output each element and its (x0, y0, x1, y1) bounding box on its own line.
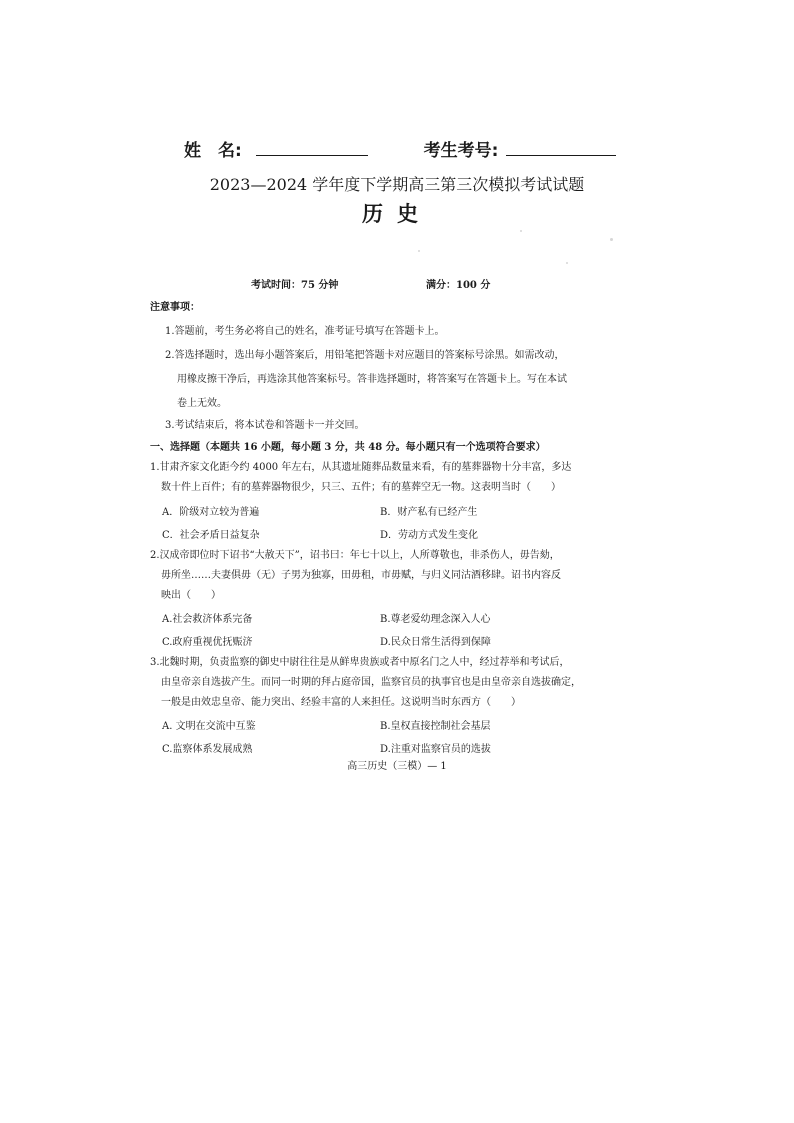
question-3-line-2: 由皇帝亲自选拔产生。而同一时期的拜占庭帝国，监察官员的执事官也是由皇帝亲自选拔确定， (161, 677, 581, 688)
exam-id-blank[interactable] (506, 139, 616, 156)
exam-title: 2023—2024 学年度下学期高三第三次模拟考试试题 (209, 175, 585, 194)
question-2-option-a[interactable]: A.社会救济体系完备 (162, 614, 253, 625)
scan-speck (520, 230, 522, 232)
notice-item-2-line-2: 用橡皮擦干净后，再选涂其他答案标号。答非选择题时，将答案写在答题卡上。写在本试 (177, 374, 567, 385)
full-score: 满分：100 分 (426, 280, 491, 291)
question-3-option-a[interactable]: A. 文明在交流中互鉴 (162, 721, 256, 732)
question-2-option-c[interactable]: C.政府重视优抚赈济 (162, 637, 253, 648)
notice-item-3: 3.考试结束后，将本试卷和答题卡一并交回。 (165, 420, 365, 431)
scan-speck (610, 238, 613, 241)
scan-speck (566, 262, 568, 264)
notice-item-1: 1.答题前，考生务必将自己的姓名，准考证号填写在答题卡上。 (165, 326, 445, 337)
question-1-option-a[interactable]: A．阶级对立较为普遍 (162, 507, 260, 518)
question-2-line-1: 2.汉成帝即位时下诏书“大赦天下”，诏书曰：年七十以上，人所尊敬也，非杀伤人，毋告劾， (150, 550, 560, 561)
section-title: 一、选择题（本题共 16 小题，每小题 3 分，共 48 分。每小题只有一个选项符合要求） (150, 442, 546, 453)
page-footer: 高三历史（三模）— 1 (347, 761, 447, 772)
exam-id-label: 考生考号: (423, 141, 499, 161)
notice-item-2-line-1: 2.答选择题时，选出每小题答案后，用铅笔把答题卡对应题目的答案标号涂黑。如需改动， (165, 350, 565, 361)
question-3-line-1: 3.北魏时期，负责监察的御史中尉往往是从鲜卑贵族或者中原名门之人中，经过荐举和考试后， (150, 657, 570, 668)
question-2-line-2: 毋所坐……夫妻俱毋（无）子男为独寡，田毋租，市毋赋，与归义同沽酒移肆。诏书内容反 (161, 570, 561, 581)
question-1-line-1: 1.甘肃齐家文化距今约 4000 年左右，从其遗址随葬品数量来看，有的墓葬器物十分丰富，多达 (150, 462, 572, 473)
notice-title: 注意事项： (150, 302, 200, 313)
question-3-option-d[interactable]: D.注重对监察官员的选拔 (380, 744, 491, 755)
question-1-option-d[interactable]: D．劳动方式发生变化 (380, 530, 479, 541)
exam-time: 考试时间：75 分钟 (251, 280, 339, 291)
subject-title: 历史 (362, 202, 432, 226)
question-1-option-b[interactable]: B．财产私有已经产生 (380, 507, 478, 518)
question-3-line-3: 一般是由效忠皇帝、能力突出、经验丰富的人来担任。这说明当时东西方（ ） (161, 697, 521, 708)
question-1-option-c[interactable]: C．社会矛盾日益复杂 (162, 530, 260, 541)
question-2-option-b[interactable]: B.尊老爱幼理念深入人心 (380, 614, 491, 625)
scan-speck (418, 250, 420, 252)
name-label: 姓 名: (184, 141, 242, 161)
question-3-option-c[interactable]: C.监察体系发展成熟 (162, 744, 253, 755)
name-blank[interactable] (256, 139, 368, 156)
notice-item-2-line-3: 卷上无效。 (177, 398, 227, 409)
question-2-line-3: 映出（ ） (161, 590, 221, 601)
candidate-header (184, 136, 616, 161)
question-2-option-d[interactable]: D.民众日常生活得到保障 (380, 637, 491, 648)
question-3-option-b[interactable]: B.皇权直接控制社会基层 (380, 721, 491, 732)
question-1-line-2: 数十件上百件；有的墓葬器物很少，只三、五件；有的墓葬空无一物。这表明当时（ ） (161, 482, 561, 493)
